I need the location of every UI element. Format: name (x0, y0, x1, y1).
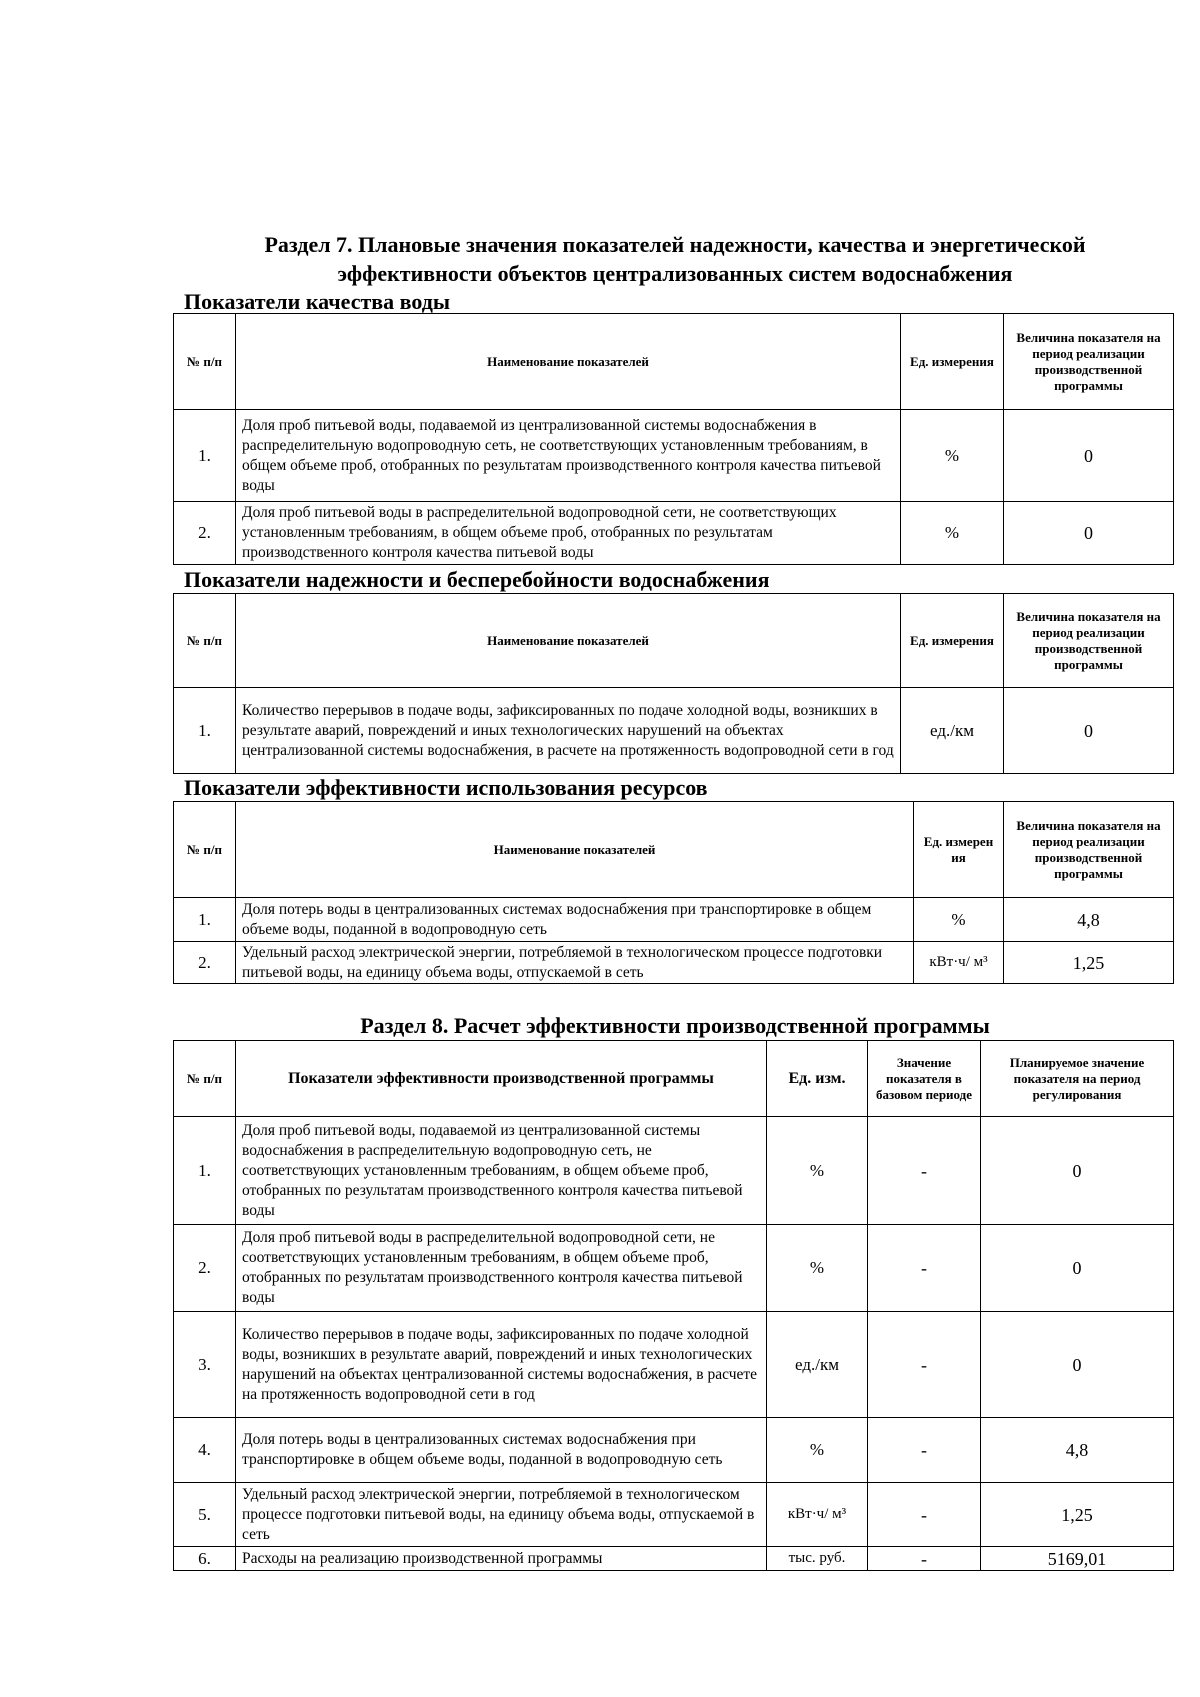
row-base: - (868, 1312, 981, 1418)
col-header-num: № п/п (174, 594, 236, 688)
row-name: Доля проб питьевой воды, подаваемой из централизованной системы водоснабжения в распределительную водопроводную сеть, не соответствующих установленным требованиям, в общем объеме проб, отобранных по результатам производственного контроля качества питьевой воды (236, 1117, 767, 1225)
row-unit: кВт·ч/ м³ (914, 942, 1004, 984)
table-row (174, 410, 1174, 502)
row-num: 2. (174, 1225, 236, 1312)
row-unit: % (767, 1225, 868, 1312)
quality-table (173, 313, 1174, 565)
row-name: Количество перерывов в подаче воды, зафиксированных по подаче холодной воды, возникших в результате аварий, повреждений и иных технологических нарушений на объектах централизованной системы водоснабжения, в расчете на протяженность водопроводной сети в год (236, 688, 901, 774)
col-header-value: Величина показателя на период реализации производственной программы (1004, 314, 1174, 410)
section7-title-line1: Раздел 7. Плановые значения показателей надежности, качества и энергетической (264, 232, 1086, 257)
table-row (174, 1418, 1174, 1483)
row-num: 5. (174, 1483, 236, 1547)
row-planned: 0 (981, 1312, 1174, 1418)
row-name: Доля проб питьевой воды, подаваемой из централизованной системы водоснабжения в распределительную водопроводную сеть, не соответствующих установленным требованиям, в общем объеме проб, отобранных по результатам производственного контроля качества питьевой воды (236, 410, 901, 502)
row-unit: ед./км (901, 688, 1004, 774)
row-num: 1. (174, 410, 236, 502)
table-row (174, 1117, 1174, 1225)
row-planned: 0 (981, 1117, 1174, 1225)
col-header-name: Наименование показателей (236, 314, 901, 410)
row-planned: 1,25 (981, 1483, 1174, 1547)
row-base: - (868, 1547, 981, 1571)
row-base: - (868, 1418, 981, 1483)
row-num: 2. (174, 942, 236, 984)
table-row (174, 502, 1174, 565)
row-unit: % (914, 898, 1004, 942)
col-header-value: Величина показателя на период реализации производственной программы (1004, 802, 1174, 898)
row-name: Удельный расход электрической энергии, потребляемой в технологическом процессе подготовки питьевой воды, на единицу объема воды, отпускаемой в сеть (236, 942, 914, 984)
reliability-title: Показатели надежности и бесперебойности водоснабжения (184, 567, 770, 592)
row-name: Доля потерь воды в централизованных системах водоснабжения при транспортировке в общем объеме воды, поданной в водопроводную сеть (236, 1418, 767, 1483)
table-row (174, 688, 1174, 774)
row-num: 1. (174, 688, 236, 774)
row-name: Удельный расход электрической энергии, потребляемой в технологическом процессе подготовки питьевой воды, на единицу объема воды, отпускаемой в сеть (236, 1483, 767, 1547)
col-header-base: Значение показателя в базовом периоде (868, 1041, 981, 1117)
col-header-name: Наименование показателей (236, 594, 901, 688)
row-planned: 4,8 (981, 1418, 1174, 1483)
efficiency-table (173, 801, 1174, 984)
table-header-row (174, 594, 1174, 688)
row-value: 0 (1004, 410, 1174, 502)
row-planned: 0 (981, 1225, 1174, 1312)
table-row (174, 898, 1174, 942)
row-base: - (868, 1483, 981, 1547)
efficiency-title: Показатели эффективности использования ресурсов (184, 775, 708, 800)
col-header-unit: Ед. измерен ия (914, 802, 1004, 898)
col-header-num: № п/п (174, 802, 236, 898)
row-unit: ед./км (767, 1312, 868, 1418)
row-unit: % (901, 502, 1004, 565)
row-num: 1. (174, 1117, 236, 1225)
row-value: 4,8 (1004, 898, 1174, 942)
col-header-num: № п/п (174, 314, 236, 410)
section8-table (173, 1040, 1174, 1571)
row-value: 0 (1004, 502, 1174, 565)
row-num: 6. (174, 1547, 236, 1571)
row-planned: 5169,01 (981, 1547, 1174, 1571)
row-name: Доля потерь воды в централизованных системах водоснабжения при транспортировке в общем объеме воды, поданной в водопроводную сеть (236, 898, 914, 942)
row-unit: % (767, 1117, 868, 1225)
row-name: Расходы на реализацию производственной программы (236, 1547, 767, 1571)
col-header-unit: Ед. изм. (767, 1041, 868, 1117)
col-header-name: Показатели эффективности производственной программы (236, 1041, 767, 1117)
table-row (174, 1225, 1174, 1312)
row-unit: % (767, 1418, 868, 1483)
row-base: - (868, 1225, 981, 1312)
row-name: Доля проб питьевой воды в распределительной водопроводной сети, не соответствующих установленным требованиям, в общем объеме проб, отобранных по результатам производственного контроля качества питьевой воды (236, 1225, 767, 1312)
row-value: 1,25 (1004, 942, 1174, 984)
row-base: - (868, 1117, 981, 1225)
table-row (174, 942, 1174, 984)
table-header-row (174, 314, 1174, 410)
col-header-unit: Ед. измерения (901, 594, 1004, 688)
table-row (174, 1547, 1174, 1571)
quality-title: Показатели качества воды (184, 289, 451, 314)
col-header-planned: Планируемое значение показателя на период регулирования (981, 1041, 1174, 1117)
col-header-unit: Ед. измерения (901, 314, 1004, 410)
row-num: 3. (174, 1312, 236, 1418)
table-row (174, 1312, 1174, 1418)
col-header-num: № п/п (174, 1041, 236, 1117)
section7-title-line2: эффективности объектов централизованных систем водоснабжения (337, 261, 1013, 286)
row-unit: кВт·ч/ м³ (767, 1483, 868, 1547)
row-unit: тыс. руб. (767, 1547, 868, 1571)
row-value: 0 (1004, 688, 1174, 774)
col-header-value: Величина показателя на период реализации производственной программы (1004, 594, 1174, 688)
row-unit: % (901, 410, 1004, 502)
reliability-table (173, 593, 1174, 774)
section8-title: Раздел 8. Расчет эффективности производственной программы (360, 1013, 990, 1038)
table-row (174, 1483, 1174, 1547)
table-header-row (174, 1041, 1174, 1117)
row-num: 1. (174, 898, 236, 942)
table-header-row (174, 802, 1174, 898)
col-header-name: Наименование показателей (236, 802, 914, 898)
row-num: 4. (174, 1418, 236, 1483)
row-name: Доля проб питьевой воды в распределительной водопроводной сети, не соответствующих установленным требованиям, в общем объеме проб, отобранных по результатам производственного контроля качества питьевой воды (236, 502, 901, 565)
row-name: Количество перерывов в подаче воды, зафиксированных по подаче холодной воды, возникших в результате аварий, повреждений и иных технологических нарушений на объектах централизованной системы водоснабжения, в расчете на протяженность водопроводной сети в год (236, 1312, 767, 1418)
row-num: 2. (174, 502, 236, 565)
